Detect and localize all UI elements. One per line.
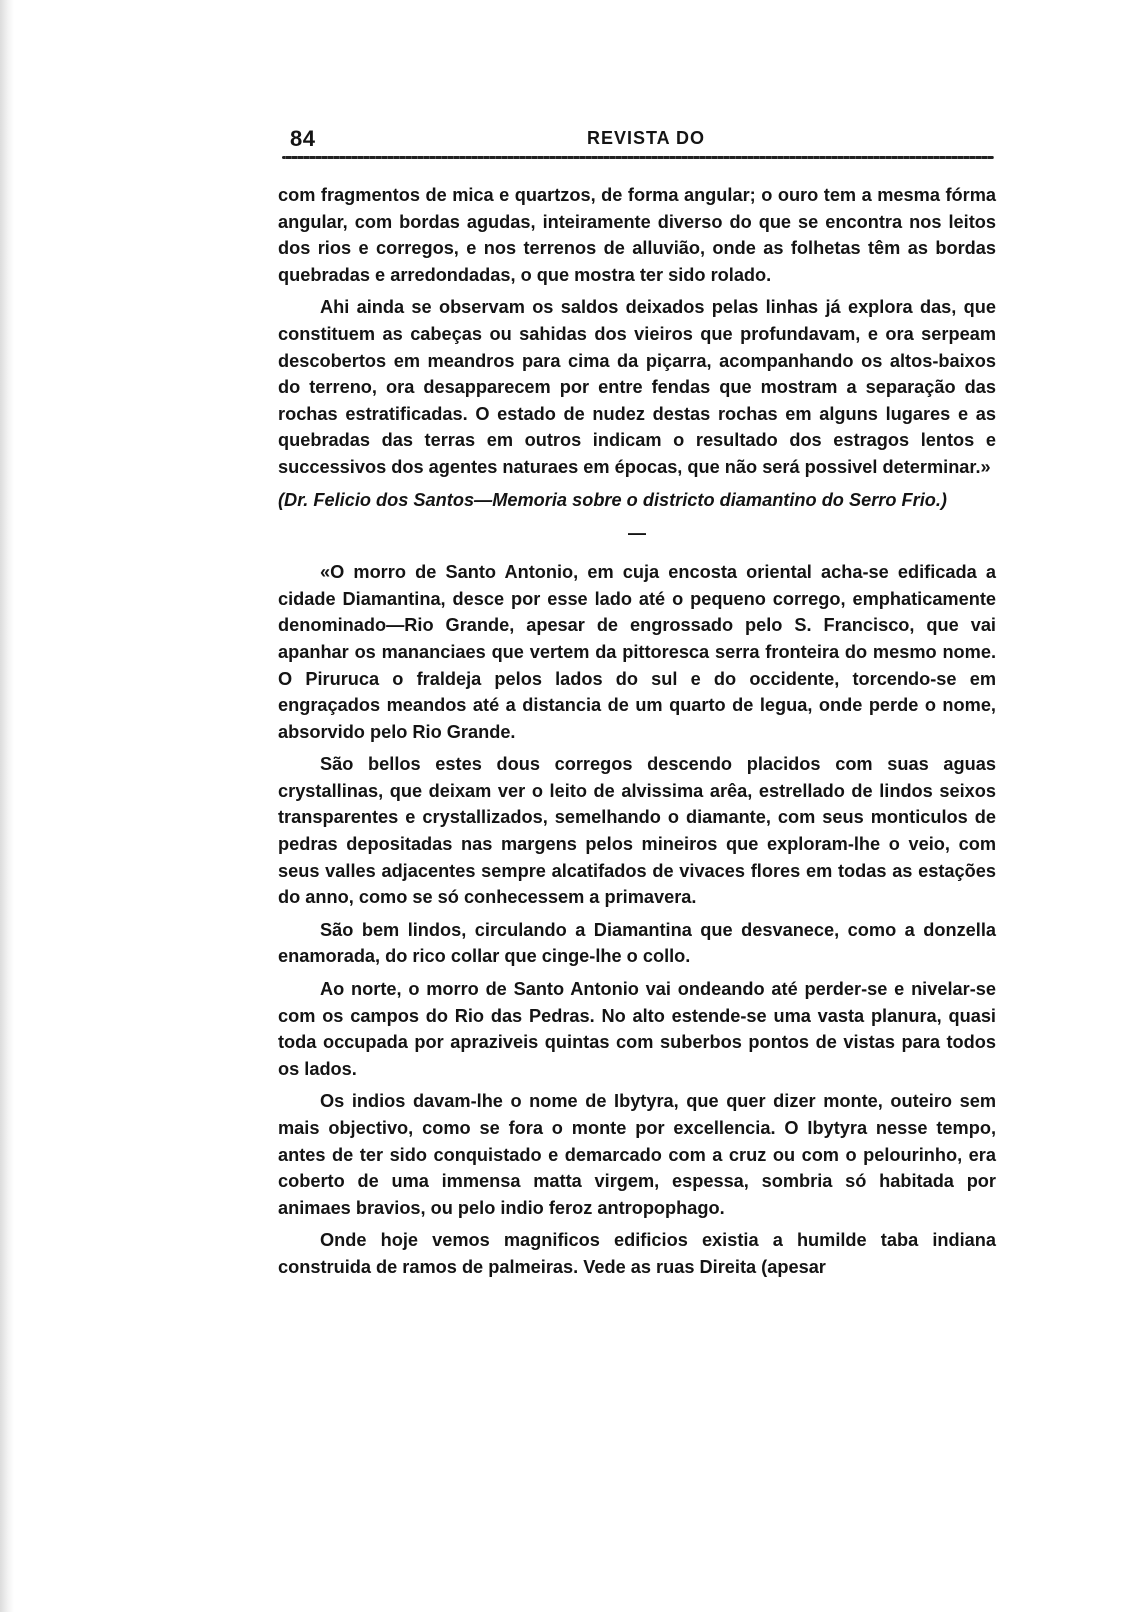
header-rule [282,156,994,159]
paragraph: São bem lindos, circulando a Diamantina que desvanece, como a donzella enamorada, do rico collar que cinge-lhe o collo. [278,919,996,967]
paragraph: São bellos estes dous corregos descendo placidos com suas aguas crystallinas, que deixam ver o leito de alvissima arêa, estrellado de lindos seixos transparentes e crystallizados, semelhando o diamante, com seus monticulos de pedras depositadas nas margens pelos mineiros que exploram-lhe o veio, com seus valles adjacentes sempre alcatifados de vivaces flores em todas as estações do anno, como se só conhecessem a primavera. [278,754,996,908]
paragraph: Ahi ainda se observam os saldos deixados pelas linhas já explora das, que constituem as cabeças ou sahidas dos vieiros que profundavam, e ora serpeam descobertos em meandros para cima da piçarra, acompanhando os altos-baixos do terreno, ora desapparecem por entre fendas que mostram a separação das rochas estratificadas. O estado de nudez destas rochas em alguns lugares e as quebradas das terras em outros indicam o resultado dos estragos lentos e successivos dos agentes naturaes em épocas, que não será possivel determinar.» [278,297,996,477]
paragraph-continuation: com fragmentos de mica e quartzos, de forma angular; o ouro tem a mesma fórma angular, com bordas agudas, inteiramente diverso do que se encontra nos leitos dos rios e corregos, e nos terrenos de alluvião, onde as folhetas têm as bordas quebradas e arredondadas, o que mostra ter sido rolado. [278,185,996,285]
paragraph: Onde hoje vemos magnificos edificios existia a humilde taba indiana construida de ramos de palmeiras. Vede as ruas Direita (apesar [278,1230,996,1277]
body-text [278,182,996,1281]
paragraph: Ao norte, o morro de Santo Antonio vai ondeando até perder-se e nivelar-se com os campos do Rio das Pedras. No alto estende-se uma vasta planura, quasi toda occupada por apraziveis quintas com suberbos pontos de vistas para todos os lados. [278,979,996,1079]
page-header [282,120,994,160]
section-separator: — [628,523,646,544]
running-head: REVISTA DO [587,128,706,148]
page-binding-edge [0,0,14,1612]
paragraph: «O morro de Santo Antonio, em cuja encosta oriental acha-se edificada a cidade Diamantina, desce por esse lado até o pequeno corrego, emphaticamente denominado—Rio Grande, apesar de engrossado pelo S. Francisco, que vai apanhar os mananciaes que vertem da pittoresca serra fronteira do mesmo nome. O Piruruca o fraldeja pelos lados do sul e do occidente, torcendo-se em engraçados meandos até a distancia de um quarto de legua, onde perde o nome, absorvido pelo Rio Grande. [278,562,996,742]
paragraph: Os indios davam-lhe o nome de Ibytyra, que quer dizer monte, outeiro sem mais objectivo, como se fora o monte por excellencia. O Ibytyra nesse tempo, antes de ter sido conquistado e demarcado com a cruz ou com o pelourinho, era coberto de uma immensa matta virgem, espessa, sombria só habitada por animaes bravios, ou pelo indio feroz antropophago. [278,1091,996,1218]
citation: (Dr. Felicio dos Santos—Memoria sobre o districto diamantino do Serro Frio.) [278,489,947,510]
page-number: 84 [290,126,316,151]
